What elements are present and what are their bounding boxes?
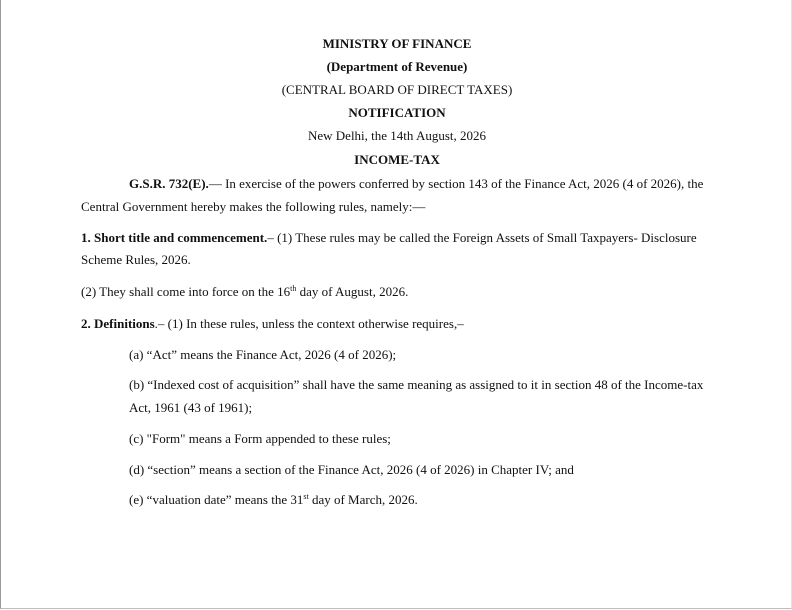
- definition-d: (d) “section” means a section of the Finance Act, 2026 (4 of 2026) in Chapter IV; and: [129, 462, 574, 477]
- department-heading: (Department of Revenue): [326, 59, 468, 74]
- definition-b-line-2: Act, 1961 (43 of 1961);: [129, 400, 253, 415]
- definition-e: [129, 492, 418, 508]
- board-heading: (CENTRAL BOARD OF DIRECT TAXES): [281, 82, 513, 97]
- rule1-text: – (1) These rules may be called the Foreign Assets of Small Taxpayers- Disclosure: [267, 230, 697, 245]
- preamble-text: In exercise of the powers conferred by section 143 of the Finance Act, 2026 (4 of 2026), the: [221, 176, 704, 191]
- rule2-line-1: [81, 316, 464, 332]
- rule1-sub2-superscript: th: [290, 284, 297, 293]
- notification-heading: NOTIFICATION: [348, 105, 446, 120]
- rule1-sub2-tail: day of August, 2026.: [296, 284, 409, 299]
- rule1-heading: 1. Short title and commencement.: [81, 230, 268, 245]
- definition-a: (a) “Act” means the Finance Act, 2026 (4 of 2026);: [129, 347, 397, 362]
- definition-e-tail: day of March, 2026.: [308, 492, 418, 507]
- rule1-line-1: [81, 230, 697, 246]
- definition-b-line-1: (b) “Indexed cost of acquisition” shall have the same meaning as assigned to it in section 48 of the Income-tax: [129, 377, 704, 392]
- rule1-line-2: Scheme Rules, 2026.: [81, 252, 191, 267]
- ministry-heading: MINISTRY OF FINANCE: [322, 36, 472, 51]
- rule1-sub2-text: (2) They shall come into force on the 16: [81, 284, 291, 299]
- place-date: New Delhi, the 14th August, 2026: [307, 128, 486, 143]
- subject-heading: INCOME-TAX: [354, 152, 440, 167]
- gsr-number: G.S.R. 732(E).: [129, 176, 209, 191]
- definition-c: (c) "Form" means a Form appended to these rules;: [129, 431, 391, 446]
- definition-e-text: (e) “valuation date” means the 31: [129, 492, 304, 507]
- preamble-line-2: Central Government hereby makes the following rules, namely:—: [81, 199, 426, 214]
- preamble-line-1: [129, 176, 703, 192]
- rule2-intro: .– (1) In these rules, unless the context otherwise requires,–: [154, 316, 464, 331]
- preamble-dash: —: [208, 176, 222, 191]
- rule2-heading: 2. Definitions: [81, 316, 155, 331]
- definition-e-superscript: st: [303, 492, 309, 501]
- rule1-sub2: [81, 284, 408, 300]
